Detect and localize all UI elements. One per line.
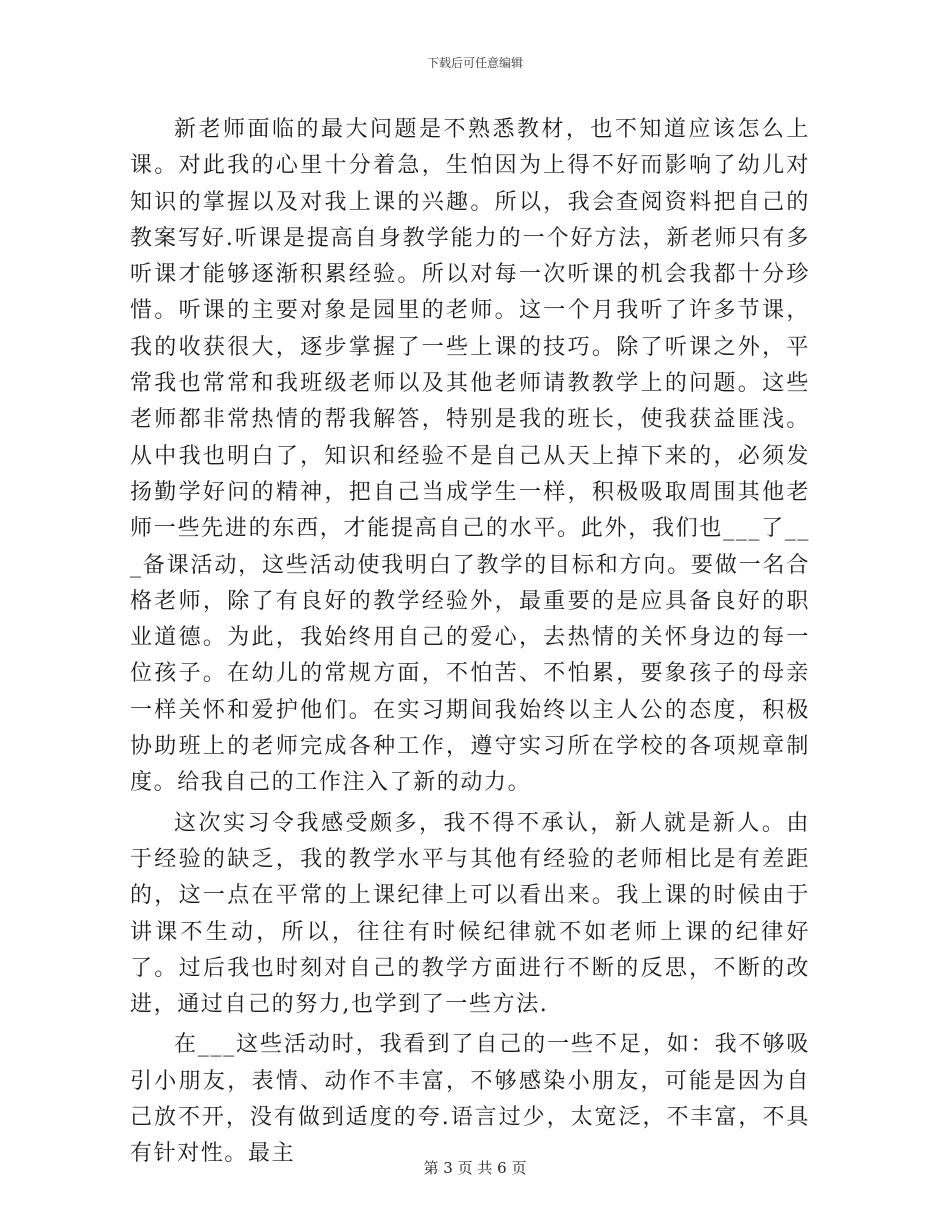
paragraph-3: 在___这些活动时，我看到了自己的一些不足，如：我不够吸引小朋友，表情、动作不丰富，不够感染小朋友，可能是因为自己放不开，没有做到适度的夸.语言过少，太宽泛，不丰富，不具有针对性。最主 — [130, 1032, 810, 1167]
page-header-note: 下载后可任意编辑 — [426, 56, 523, 70]
document-body — [130, 112, 810, 1177]
paragraph-2: 这次实习令我感受颇多，我不得不承认，新人就是新人。由于经验的缺乏，我的教学水平与其他有经验的老师相比是有差距的，这一点在平常的上课纪律上可以看出来。我上课的时候由于讲课不生动，所以，往往有时候纪律就不如老师上课的纪律好了。过后我也时刻对自己的教学方面进行不断的反思，不断的改进，通过自己的努力,也学到了一些方法. — [130, 810, 810, 1018]
page-number-footer: 第 3 页 共 6 页 — [423, 1159, 527, 1177]
paragraph-1: 新老师面临的最大问题是不熟悉教材，也不知道应该怎么上课。对此我的心里十分着急，生怕因为上得不好而影响了幼儿对知识的掌握以及对我上课的兴趣。所以，我会查阅资料把自己的教案写好.听课是提高自身教学能力的一个好方法，新老师只有多听课才能够逐渐积累经验。所以对每一次听课的机会我都十分珍惜。听课的主要对象是园里的老师。这一个月我听了许多节课，我的收获很大，逐步掌握了一些上课的技巧。除了听课之外，平常我也常常和我班级老师以及其他老师请教教学上的问题。这些老师都非常热情的帮我解答，特别是我的班长，使我获益匪浅。从中我也明白了，知识和经验不是自己从天上掉下来的，必须发扬勤学好问的精神，把自己当成学生一样，积极吸取周围其他老师一些先进的东西，才能提高自己的水平。此外，我们也___了___备课活动，这些活动使我明白了教学的目标和方向。要做一名合格老师，除了有良好的教学经验外，最重要的是应具备良好的职业道德。为此，我始终用自己的爱心，去热情的关怀身边的每一位孩子。在幼儿的常规方面，不怕苦、不怕累，要象孩子的母亲一样关怀和爱护他们。在实习期间我始终以主人公的态度，积极协助班上的老师完成各种工作，遵守实习所在学校的各项规章制度。给我自己的工作注入了新的动力。 — [130, 117, 810, 796]
